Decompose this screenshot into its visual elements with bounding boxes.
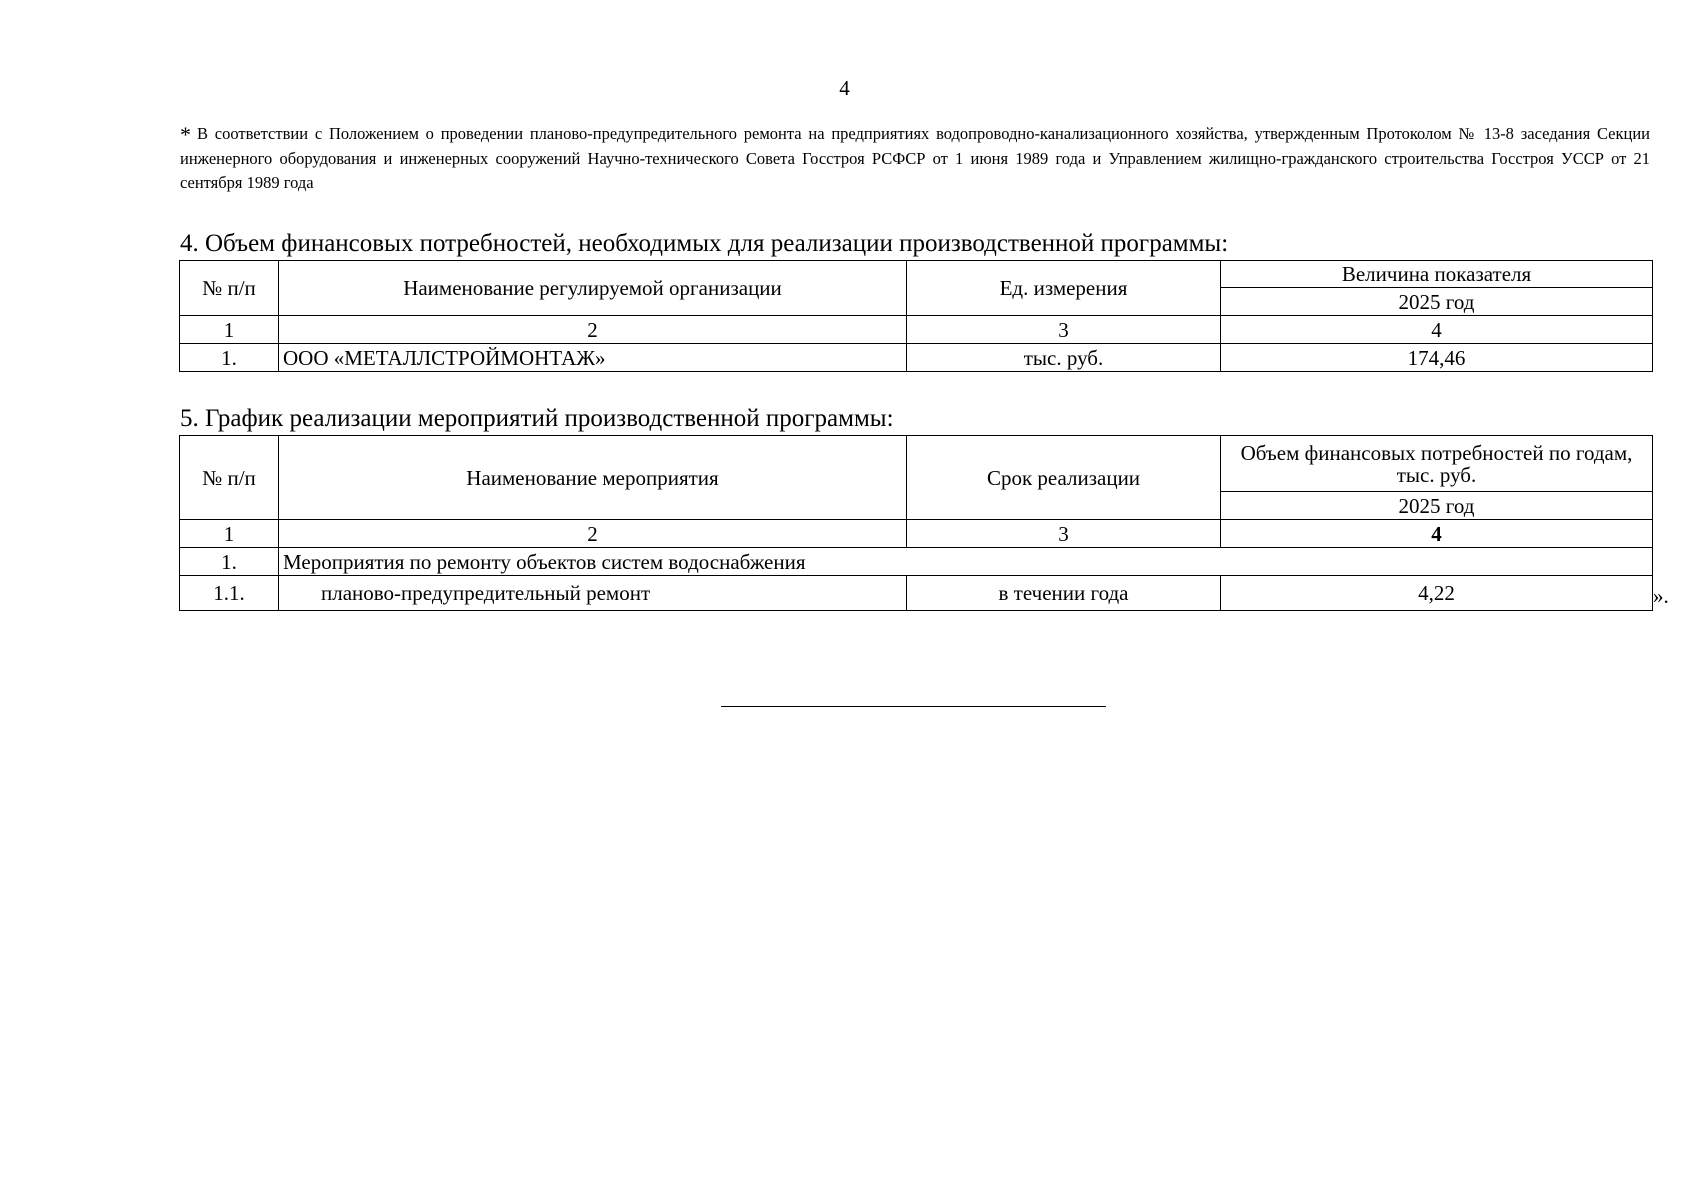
row-term: в течении года: [907, 576, 1221, 611]
column-number: 4: [1221, 520, 1653, 548]
row-org: ООО «МЕТАЛЛСТРОЙМОНТАЖ»: [279, 344, 907, 372]
header-unit: Ед. измерения: [907, 261, 1221, 316]
column-number: 3: [907, 316, 1221, 344]
row-num: 1.1.: [180, 576, 279, 611]
row-name: планово-предупредительный ремонт: [279, 576, 907, 611]
footnote-marker: *: [180, 122, 191, 147]
column-number-row: [180, 520, 1653, 548]
column-number: 1: [180, 316, 279, 344]
header-value: Величина показателя: [1221, 261, 1653, 288]
row-num: 1.: [180, 344, 279, 372]
header-year: 2025 год: [1221, 288, 1653, 316]
column-number: 4: [1221, 316, 1653, 344]
row-volume: 4,22: [1221, 576, 1653, 611]
footnote-text: В соответствии с Положением о проведении планово-предупредительного ремонта на предприятиях водопроводно-канализационного хозяйства, утвержденным Протоколом № 13-8 заседания Секции инженерного оборудования и инженерных сооружений Научно-технического Совета Госстроя РСФСР от 1 июня 1989 года и Управлением жилищно-гражданского строительства Госстроя УССР от 21 сентября 1989 года: [180, 124, 1650, 192]
section-5-title: 5. График реализации мероприятий производственной программы:: [180, 405, 894, 432]
column-number: 2: [279, 316, 907, 344]
header-num: № п/п: [180, 261, 279, 316]
section-4-title: 4. Объем финансовых потребностей, необходимых для реализации производственной программы:: [180, 230, 1229, 257]
column-number: 3: [907, 520, 1221, 548]
footnote: [180, 122, 1650, 195]
page-number: 4: [839, 76, 850, 100]
column-number: 1: [180, 520, 279, 548]
group-row: [180, 548, 1653, 576]
header-term: Срок реализации: [907, 436, 1221, 520]
group-name: Мероприятия по ремонту объектов систем водоснабжения: [279, 548, 1653, 576]
header-num: № п/п: [180, 436, 279, 520]
header-year: 2025 год: [1221, 492, 1653, 520]
column-number-row: [180, 316, 1653, 344]
end-divider: [721, 706, 1106, 707]
header-org: Наименование регулируемой организации: [279, 261, 907, 316]
header-volume: Объем финансовых потребностей по годам, тыс. руб.: [1221, 436, 1653, 492]
header-name: Наименование мероприятия: [279, 436, 907, 520]
row-value: 174,46: [1221, 344, 1653, 372]
column-number: 2: [279, 520, 907, 548]
group-num: 1.: [180, 548, 279, 576]
row-unit: тыс. руб.: [907, 344, 1221, 372]
financial-needs-table: [179, 260, 1653, 372]
schedule-table: [179, 435, 1653, 611]
table-row: [180, 576, 1653, 611]
closing-quote: ».: [1653, 584, 1669, 608]
table-row: [180, 344, 1653, 372]
